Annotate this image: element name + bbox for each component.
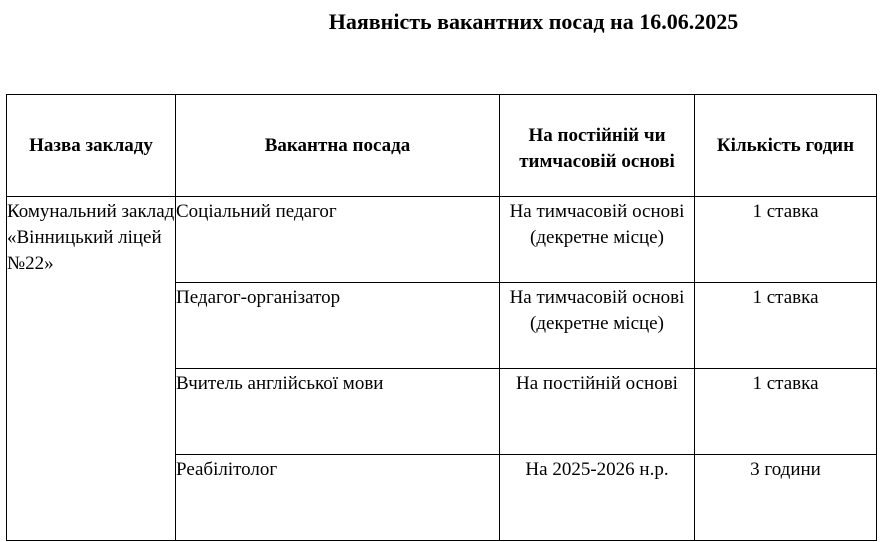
page-title: Наявність вакантних посад на 16.06.2025 bbox=[328, 9, 739, 34]
vacancies-table bbox=[6, 94, 877, 541]
header-position-label: Вакантна посада bbox=[264, 134, 411, 156]
basis-cell: На постійній основі bbox=[500, 369, 695, 455]
header-hours-label: Кількість годин bbox=[716, 134, 855, 156]
position-cell: Реабілітолог bbox=[176, 455, 500, 541]
header-basis-label: На постійній чи тимчасовій основі bbox=[519, 124, 675, 172]
institution-cell: Комунальний заклад «Вінницький ліцей №22» bbox=[7, 197, 176, 541]
header-position bbox=[176, 95, 500, 197]
basis-cell: На тимчасовій основі (декретне місце) bbox=[500, 283, 695, 369]
hours-cell: 1 ставка bbox=[695, 197, 877, 283]
position-cell: Вчитель англійської мови bbox=[176, 369, 500, 455]
basis-cell: На тимчасовій основі (декретне місце) bbox=[500, 197, 695, 283]
hours-cell: 3 години bbox=[695, 455, 877, 541]
position-cell: Педагог-організатор bbox=[176, 283, 500, 369]
hours-cell: 1 ставка bbox=[695, 283, 877, 369]
header-basis bbox=[500, 95, 695, 197]
position-cell: Соціальний педагог bbox=[176, 197, 500, 283]
table-header-row bbox=[7, 95, 877, 197]
table-row bbox=[7, 197, 877, 283]
header-institution-label: Назва закладу bbox=[29, 134, 153, 156]
header-hours bbox=[695, 95, 877, 197]
header-institution bbox=[7, 95, 176, 197]
basis-cell: На 2025-2026 н.р. bbox=[500, 455, 695, 541]
hours-cell: 1 ставка bbox=[695, 369, 877, 455]
